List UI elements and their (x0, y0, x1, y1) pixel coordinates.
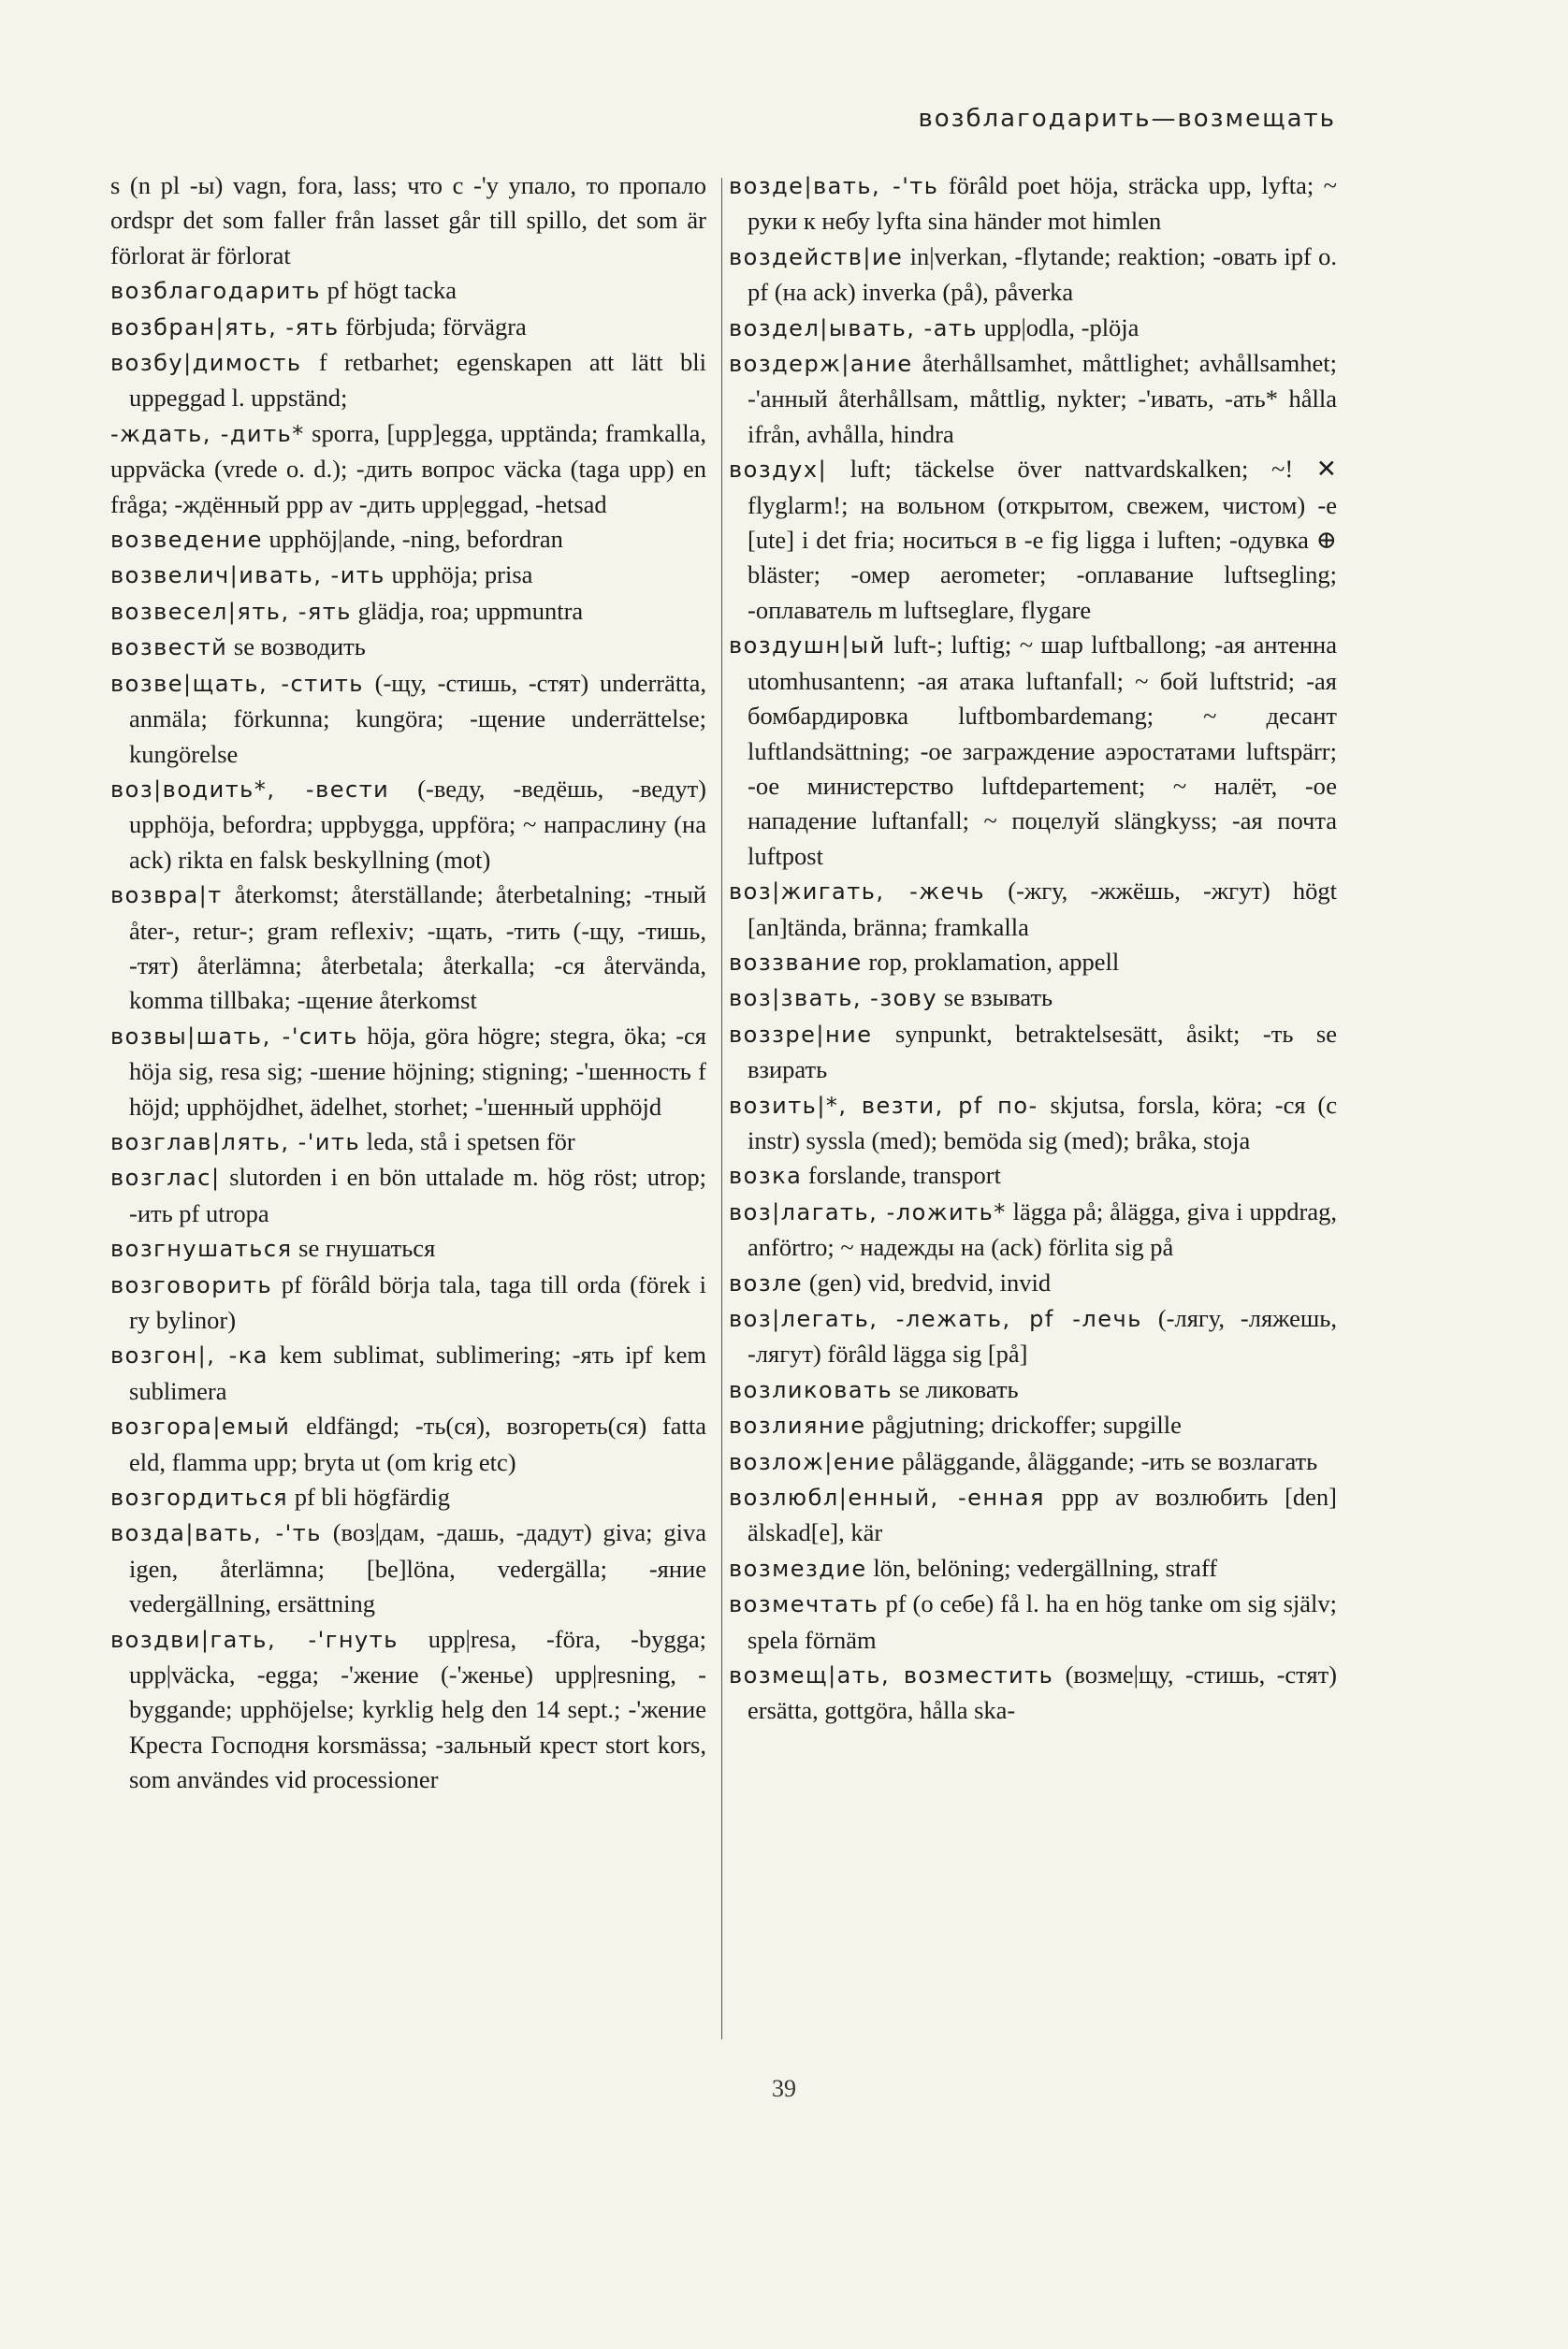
dictionary-entry (729, 1372, 1337, 1408)
dictionary-entry (110, 1622, 706, 1798)
dictionary-entry (110, 877, 706, 1019)
column-divider (721, 178, 722, 2039)
entry-headword: возглав|лять, -'ить (110, 1128, 361, 1155)
entry-definition: pågjutning; drickoffer; supgille (865, 1411, 1182, 1440)
dictionary-entry (729, 945, 1337, 980)
entry-definition: skjutsa, forsla, köra; -ся (с instr) syssla (med); bemöda sig (med); bråka, stoja (748, 1090, 1337, 1154)
dictionary-entry (110, 1019, 706, 1124)
dictionary-entry (729, 1088, 1337, 1159)
entry-headword: возвелич|ивать, -ить (110, 562, 385, 589)
entry-definition: glädja, roa; uppmuntra (351, 596, 584, 625)
entry-headword: воздушн|ый (729, 632, 886, 660)
entry-headword: возле (729, 1269, 804, 1297)
dictionary-entry (729, 874, 1337, 945)
entry-definition: se гнушаться (292, 1234, 436, 1263)
entry-definition: (-жгу, -жжёшь, -жгут) högt [an]tända, bränna; framkalla (748, 877, 1337, 941)
dictionary-entry (110, 1409, 706, 1480)
entry-headword: воздух| (729, 457, 828, 484)
dictionary-entry (110, 666, 706, 772)
entry-headword: возве|щать, -стить (110, 670, 364, 697)
entry-definition: upphöja; prisa (385, 560, 533, 589)
dictionary-entry (729, 1658, 1337, 1729)
entry-definition: pf bli högfärdig (288, 1483, 451, 1512)
dictionary-entry (110, 558, 706, 593)
dictionary-entry (729, 168, 1337, 239)
entry-definition: leda, stå i spetsen för (360, 1126, 575, 1155)
entry-definition: kem sublimat, sublimering; -ять ipf kem sublimera (129, 1341, 707, 1405)
dictionary-entry (729, 1158, 1337, 1194)
entry-definition: se взывать (937, 983, 1053, 1012)
entry-headword: возведение (110, 527, 263, 554)
entry-definition: eldfängd; -ть(ся), возгореть(ся) fatta eld, flamma upp; bryta ut (om krig etc) (129, 1412, 706, 1476)
entry-headword: возговорить (110, 1271, 273, 1298)
dictionary-entry (729, 311, 1337, 346)
entry-headword: воз|звать, -зову (729, 985, 938, 1012)
entry-definition: pf förâld börja tala, taga till orda (förek i ry bylinor) (129, 1269, 706, 1334)
dictionary-entry (110, 594, 706, 630)
entry-definition: förâld poet höja, sträcka upp, lyfta; ~ руки к небу lyfta sina händer mot himlen (748, 171, 1337, 236)
entry-headword: воздел|ывать, -ать (729, 314, 979, 341)
dictionary-entry (110, 416, 706, 522)
entry-headword: возде|вать, -'ть (729, 173, 939, 199)
dictionary-entry (729, 1444, 1337, 1480)
entry-headword: возглас| (110, 1165, 221, 1192)
dictionary-entry (729, 1301, 1337, 1372)
entry-definition: se возводить (227, 632, 366, 661)
dictionary-entry (110, 1231, 706, 1267)
entry-headword: воз|легать, -лежать, pf -лечь (729, 1306, 1142, 1332)
entry-definition: luft-; luftig; ~ шар luftballong; -ая антенна utomhusantenn; -ая атака luftanfall; ~ бой luftstrid; -ая бомбардировка luftbombardemang; ~ десант luftlandsättning; -ое заграждение аэростатами luftspärr; -ое министерство luftdepartement; ~ налёт, -ое нападение luftanfall; ~ поцелуй slängkyss; -ая почта luftpost (748, 631, 1337, 870)
dictionary-entry (110, 772, 706, 877)
entry-headword: возлож|ение (729, 1448, 896, 1475)
dictionary-entry (729, 1480, 1337, 1551)
entry-headword: возбран|ять, -ять (110, 313, 340, 341)
dictionary-entry (729, 1408, 1337, 1443)
entry-headword: возлюбл|енный, -енная (729, 1485, 1045, 1512)
dictionary-entry (729, 980, 1337, 1016)
dictionary-entry (110, 1124, 706, 1160)
entry-definition: upphöj|ande, -ning, befordran (262, 525, 563, 554)
entry-headword: возмездие (729, 1555, 867, 1582)
entry-definition: återkomst; återställande; återbetalning; -тный åter-, retur-; gram reflexiv; -щать, -тить (-щу, -тишь, -тят) återlämna; återbetala; återkalla; -ся återvända, komma tillbaka; -щение återkomst (129, 880, 706, 1015)
entry-definition: (возме|щу, -стишь, -стят) ersätta, gottgöra, hålla ska- (748, 1660, 1338, 1725)
entry-headword: -ждать, -дить* (110, 420, 305, 447)
entry-definition: upp|resa, -föra, -bygga; upp|väcka, -egga; -'жение (-'женье) upp|resning, -byggande; upphöjelse; kyrklig helg den 14 sept.; -'жение Креста Господня korsmässa; -зальный крест stort kors, som användes vid processioner (129, 1624, 706, 1794)
dictionary-entry (110, 168, 706, 273)
entry-headword: возвра|т (110, 882, 223, 909)
dictionary-entry (729, 346, 1337, 452)
entry-definition: (gen) vid, bredvid, invid (803, 1268, 1052, 1297)
entry-definition: rop, proklamation, appell (862, 947, 1120, 976)
dictionary-entry (110, 345, 706, 416)
dictionary-entry (729, 452, 1337, 628)
entry-definition: förbjuda; förvägra (339, 312, 527, 341)
dictionary-entry (729, 1266, 1337, 1301)
entry-headword: возликовать (729, 1376, 893, 1403)
entry-definition: pf högt tacka (321, 276, 457, 305)
dictionary-entry (110, 522, 706, 558)
dictionary-entry (110, 273, 706, 309)
right-column (729, 168, 1337, 1729)
entry-definition: lägga på; ålägga, giva i uppdrag, anförtro; ~ надежды на (ack) förlita sig på (748, 1196, 1338, 1262)
dictionary-entry (729, 628, 1337, 874)
entry-headword: возка (729, 1163, 803, 1190)
entry-definition: se ликовать (893, 1374, 1019, 1403)
entry-definition: (-щу, -стишь, -стят) underrätta, anmäla; förkunna; kungöra; -щение underrättelse; kungörelse (129, 668, 706, 768)
entry-definition: f retbarhet; egenskapen att lätt bli uppeggad l. uppständ; (129, 348, 706, 413)
entry-headword: воззвание (729, 949, 863, 976)
entry-headword: возгнушаться (110, 1236, 293, 1263)
entry-definition: forslande, transport (802, 1161, 1001, 1190)
entry-headword: возвестй (110, 634, 228, 661)
entry-headword: возмещ|ать, возместить (729, 1662, 1054, 1689)
dictionary-entry (729, 1551, 1337, 1587)
entry-definition: (воз|дам, -дашь, -дадут) giva; giva igen, återlämna; [be]löna, vedergälla; -яние vedergällning, ersättning (129, 1518, 707, 1618)
entry-headword: воззре|ние (729, 1021, 873, 1048)
entry-headword: возгордиться (110, 1485, 289, 1512)
dictionary-entry (110, 310, 706, 345)
entry-headword: возить|*, везти, pf по- (729, 1092, 1038, 1119)
entry-definition: (-веду, -ведёшь, -ведут) upphöja, befordra; uppbygga, uppföra; ~ напраслину (на ack) rikta en falsk beskyllning (mot) (129, 774, 706, 874)
entry-definition: synpunkt, betraktelsesätt, åsikt; -ть se взирать (748, 1019, 1337, 1084)
dictionary-entry (729, 1587, 1337, 1658)
entry-headword: возвесел|ять, -ять (110, 598, 352, 625)
entry-headword: возвы|шать, -'сить (110, 1022, 358, 1050)
dictionary-entry (110, 1338, 706, 1409)
page-number: 39 (772, 2075, 796, 2102)
entry-headword: возгора|емый (110, 1414, 291, 1441)
entry-definition: upp|odla, -plöja (978, 312, 1140, 341)
entry-headword: воздви|гать, -'гнуть (110, 1626, 399, 1653)
entry-headword: воздерж|ание (729, 351, 913, 378)
entry-definition: pf (о себе) få l. ha en hög tanke om sig själv; spela förnäm (748, 1589, 1337, 1654)
entry-definition: slutorden i en bön uttalade m. hög röst; utrop; -ить pf utropa (129, 1163, 706, 1227)
entry-headword: воздейств|ие (729, 243, 904, 270)
dictionary-entry (110, 630, 706, 665)
entry-definition: återhållsamhet, måttlighet; avhållsamhet; -'анный återhållsam, måttlig, nykter; -'ивать, -ать* hålla ifrån, avhålla, hindra (748, 349, 1337, 448)
dictionary-entry (729, 1195, 1337, 1266)
dictionary-entry (110, 1480, 706, 1515)
entry-headword: воз|жигать, -жечь (729, 878, 986, 906)
dictionary-entry (110, 1515, 706, 1621)
entry-definition: höja, göra högre; stegra, öka; -ся höja sig, resa sig; -шение höjning; stigning; -'шенность f höjd; upphöjdhet, ädelhet, storhet; -'шенный upphöjd (129, 1021, 706, 1121)
entry-headword: возгон|, -ка (110, 1342, 269, 1370)
dictionary-entry (729, 239, 1337, 311)
dictionary-entry (729, 1017, 1337, 1088)
running-title: возблагодарить—возмещать (918, 105, 1336, 133)
entry-headword: возмечтать (729, 1591, 879, 1618)
left-column (110, 168, 706, 1798)
dictionary-entry (110, 1268, 706, 1339)
entry-definition: s (n pl -ы) vagn, fora, lass; что с -'у упало, то пропало ordspr det som faller från lasset går till spillo, det som är förlorat är förlorat (110, 171, 706, 269)
entry-definition: (-лягу, -ляжешь, -лягут) förâld lägga sig [på] (748, 1304, 1338, 1369)
entry-definition: in|verkan, -flytande; reaktion; -овать ipf o. pf (на ack) inverka (på), påverka (748, 241, 1337, 307)
entry-definition: luft; täckelse över nattvardskalken; ~! ✕ flyglarm!; на вольном (открытом, свежем, чистом) -e [ute] i det fria; носиться в -e fig ligga i luften; -одувка ⊕ bläster; -омер aerometer; -оплавание luftsegling; -оплаватель m luftseglare, flygare (748, 455, 1337, 624)
entry-definition: lön, belöning; vedergällning, straff (866, 1553, 1218, 1582)
entry-definition: ppp av возлюбить [den] älskad[e], kär (748, 1483, 1338, 1547)
entry-headword: возда|вать, -'ть (110, 1520, 322, 1547)
dictionary-entry (110, 1160, 706, 1231)
entry-headword: воз|водить*, -вести (110, 776, 390, 803)
entry-headword: возблагодарить (110, 278, 321, 305)
entry-headword: возбу|димость (110, 350, 302, 377)
entry-headword: возлияние (729, 1413, 866, 1440)
entry-definition: påläggande, åläggande; -ить se возлагать (895, 1446, 1318, 1475)
entry-headword: воз|лагать, -ложить* (729, 1198, 1007, 1225)
entry-definition: sporra, [upp]egga, upptända; framkalla, uppväcka (vrede o. d.); -дить вопрос väcka (taga upp) en fråga; -ждённый ppp av -дить upp|eggad, -hetsad (110, 418, 706, 518)
